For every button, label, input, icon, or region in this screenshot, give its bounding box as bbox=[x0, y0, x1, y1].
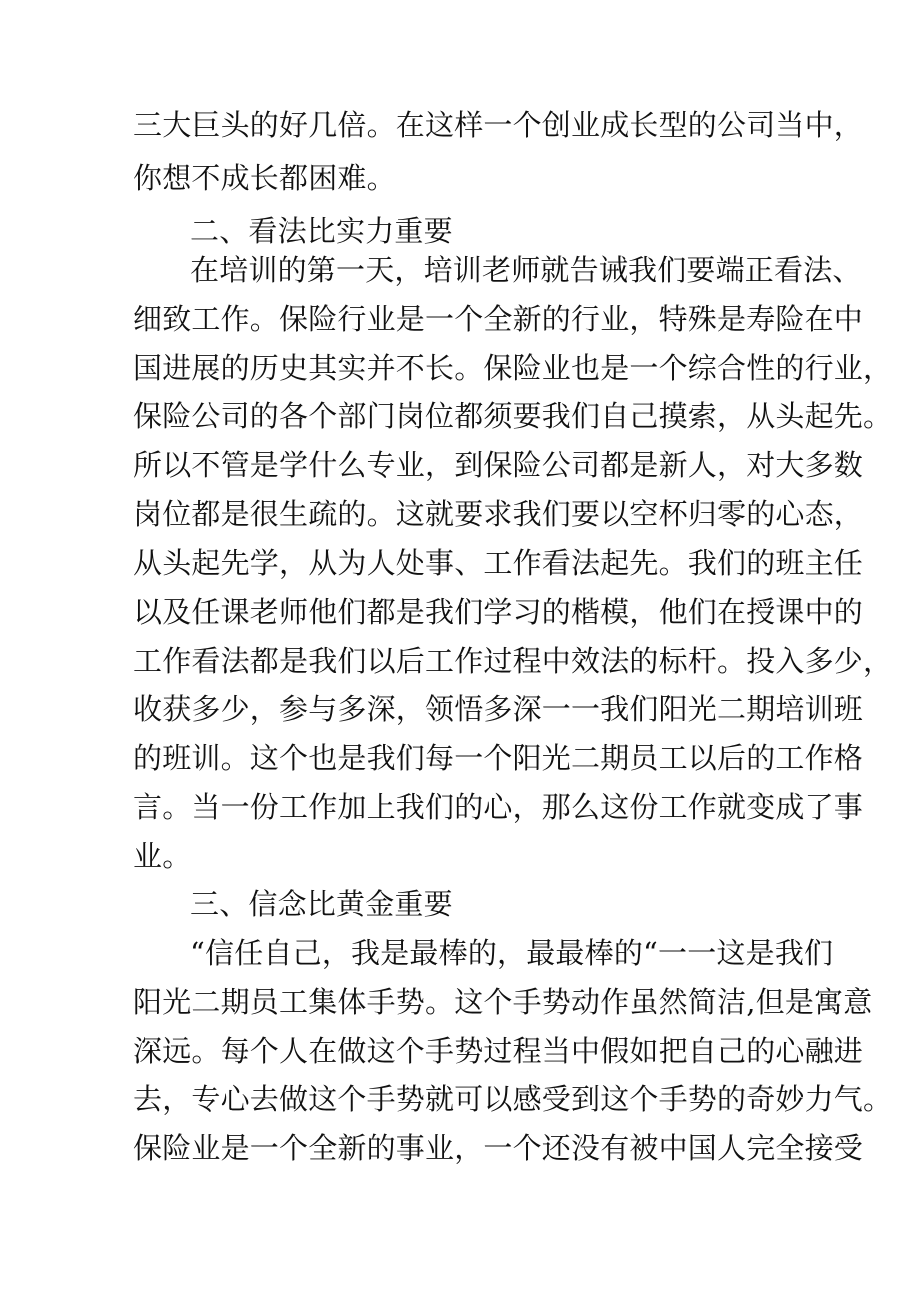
text-line: 国进展的历史其实并不长。保险业也是一个综合性的行业， bbox=[133, 351, 893, 385]
text-line: 保险公司的各个部门岗位都须要我们自己摸索，从头起先。 bbox=[133, 399, 893, 433]
text-line: 业。 bbox=[133, 839, 192, 873]
text-line: 保险业是一个全新的事业，一个还没有被中国人完全接受 bbox=[133, 1131, 864, 1165]
text-line: 在培训的第一天，培训老师就告诫我们要端正看法、 bbox=[190, 253, 862, 287]
text-line: 工作看法都是我们以后工作过程中效法的标杆。投入多少， bbox=[133, 644, 893, 678]
text-line: 你想不成长都困难。 bbox=[133, 161, 396, 195]
text-line: 的班训。这个也是我们每一个阳光二期员工以后的工作格 bbox=[133, 741, 864, 775]
text-line: 以及任课老师他们都是我们学习的楷模，他们在授课中的 bbox=[133, 595, 864, 629]
text-line: 三大巨头的好几倍。在这样一个创业成长型的公司当中， bbox=[133, 108, 864, 142]
text-line: 言。当一份工作加上我们的心，那么这份工作就变成了事 bbox=[133, 790, 864, 824]
text-line: 从头起先学，从为人处事、工作看法起先。我们的班主任 bbox=[133, 546, 864, 580]
section-heading: 三、信念比黄金重要 bbox=[190, 887, 453, 921]
text-line: 岗位都是很生疏的。这就要求我们要以空杯归零的心态， bbox=[133, 497, 864, 531]
text-line: 阳光二期员工集体手势。这个手势动作虽然简洁,但是寓意 bbox=[133, 985, 873, 1019]
section-heading: 二、看法比实力重要 bbox=[190, 214, 453, 248]
text-line: “信任自己，我是最棒的，最最棒的“一一这是我们 bbox=[190, 936, 834, 970]
text-line: 深远。每个人在做这个手势过程当中假如把自己的心融进 bbox=[133, 1034, 864, 1068]
text-line: 去，专心去做这个手势就可以感受到这个手势的奇妙力气。 bbox=[133, 1082, 893, 1116]
text-line: 细致工作。保险行业是一个全新的行业，特殊是寿险在中 bbox=[133, 302, 864, 336]
text-line: 所以不管是学什么专业，到保险公司都是新人，对大多数 bbox=[133, 448, 864, 482]
text-line: 收获多少，参与多深，领悟多深一一我们阳光二期培训班 bbox=[133, 692, 864, 726]
